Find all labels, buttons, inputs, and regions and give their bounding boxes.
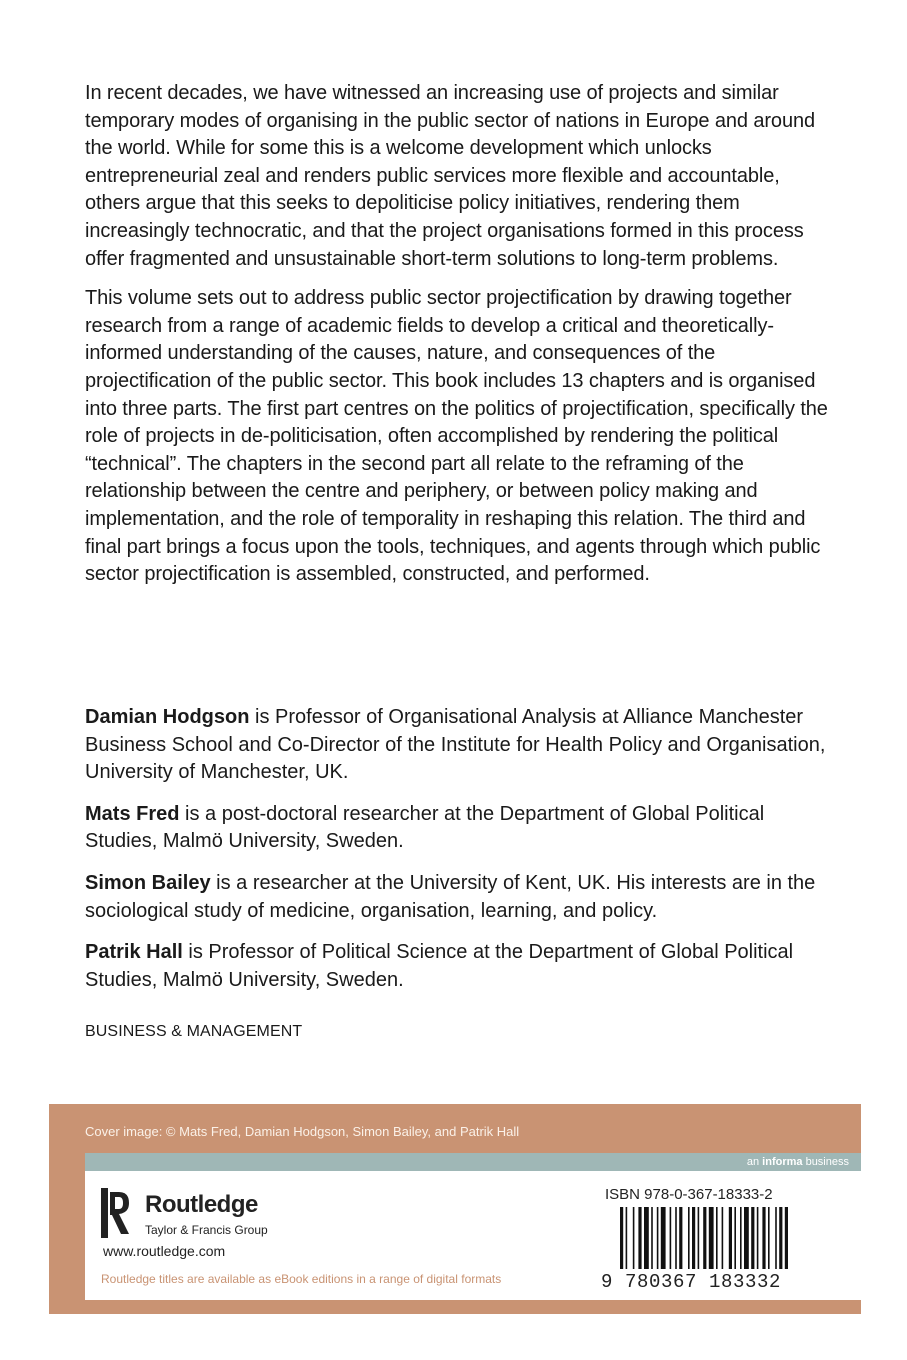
barcode-bar — [775, 1207, 777, 1269]
barcode-bar — [688, 1207, 690, 1269]
barcode-digits: 780367 183332 — [625, 1271, 782, 1293]
barcode-bar — [762, 1207, 765, 1269]
barcode-bar — [679, 1207, 682, 1269]
blurb-paragraph-2: This volume sets out to address public sector projectification by drawing together research from a range of academic fields to develop a critical and theoretically-informed understanding of the causes, nature, and consequences of the projectification of the public sector. This book includes 13 chapters and is organised into three parts. The first part centres on the politics of projectification, specifically the role of projects in de-politicisation, often accomplished by rendering the political “technical”. The chapters in the second part all relate to the reframing of the relationship between the centre and periphery, or between policy making and implementation, and the role of temporality in reshaping this relation. The third and final part brings a focus upon the tools, techniques, and agents through which public sector projectification is assembled, constructed, and performed. — [85, 287, 828, 586]
barcode-bar — [716, 1207, 718, 1269]
barcode-bar — [734, 1207, 736, 1269]
bio-name: Simon Bailey — [85, 871, 211, 894]
barcode-first-digit: 9 — [601, 1271, 613, 1293]
bio-fred — [85, 801, 830, 856]
bio-name: Mats Fred — [85, 802, 180, 825]
barcode-bar — [751, 1207, 754, 1269]
publisher-box — [85, 1171, 861, 1300]
isbn: ISBN 978-0-367-18333-2 — [605, 1186, 773, 1203]
bio-text: is Professor of Political Science at the Department of Global Political Studies, Malmö University, Sweden. — [85, 941, 794, 991]
barcode-icon — [620, 1207, 820, 1277]
barcode-bar — [729, 1207, 732, 1269]
bio-bailey — [85, 870, 830, 925]
barcode-bar — [722, 1207, 724, 1269]
barcode-bar — [740, 1207, 742, 1269]
subject-category: BUSINESS & MANAGEMENT — [85, 1023, 303, 1040]
bio-text: is Professor of Organisational Analysis at Alliance Manchester Business School and Co-Director of the Institute for Health Policy and Organisation, University of Manchester, UK. — [85, 706, 826, 784]
blurb — [85, 80, 830, 601]
informa-label: an informa business — [746, 1156, 849, 1168]
publisher-name: Routledge — [145, 1191, 258, 1218]
barcode-bar — [633, 1207, 635, 1269]
bio-hodgson — [85, 704, 830, 787]
barcode-bar — [709, 1207, 714, 1269]
barcode-bar — [657, 1207, 659, 1269]
barcode-bar — [620, 1207, 623, 1269]
informa-strip — [85, 1153, 861, 1171]
barcode-bar — [698, 1207, 700, 1269]
barcode-bar — [651, 1207, 653, 1269]
cover-credit: Cover image: © Mats Fred, Damian Hodgson, Simon Bailey, and Patrik Hall — [85, 1124, 520, 1139]
barcode-bar — [703, 1207, 706, 1269]
bio-name: Patrik Hall — [85, 941, 183, 964]
barcode-bar — [638, 1207, 641, 1269]
barcode-bar — [661, 1207, 666, 1269]
barcode-bar — [779, 1207, 782, 1269]
barcode-bar — [692, 1207, 695, 1269]
barcode-bar — [626, 1207, 628, 1269]
bio-name: Damian Hodgson — [85, 706, 250, 728]
ebook-note: Routledge titles are available as eBook editions in a range of digital formats — [101, 1272, 502, 1286]
barcode-bar — [670, 1207, 672, 1269]
blurb-paragraph-1: In recent decades, we have witnessed an increasing use of projects and similar temporary modes of organising in the public sector of nations in Europe and around the world. While for some this is a welcome development which unlocks entrepreneurial zeal and renders public services more flexible and accountable, others argue that this seeks to depoliticise policy initiatives, rendering them increasingly technocratic, and that the project organisations formed in this process offer fragmented and unsustainable short-term solutions to long-term problems. — [85, 82, 816, 270]
barcode-bar — [785, 1207, 788, 1269]
bio-text: is a researcher at the University of Kent, UK. His interests are in the sociological study of medicine, organisation, learning, and policy. — [85, 871, 816, 922]
barcode-bar — [768, 1207, 770, 1269]
publisher-panel — [49, 1104, 861, 1314]
bio-hall — [85, 939, 830, 994]
barcode-bar — [675, 1207, 677, 1269]
barcode-bar — [744, 1207, 749, 1269]
publisher-group: Taylor & Francis Group — [145, 1223, 268, 1237]
barcode-bar — [644, 1207, 649, 1269]
barcode-bar — [757, 1207, 759, 1269]
routledge-logo-icon — [101, 1188, 131, 1238]
publisher-url: www.routledge.com — [103, 1243, 226, 1259]
bio-text: is a post-doctoral researcher at the Department of Global Political Studies, Malmö University, Sweden. — [85, 802, 765, 853]
author-bios — [85, 704, 830, 1008]
